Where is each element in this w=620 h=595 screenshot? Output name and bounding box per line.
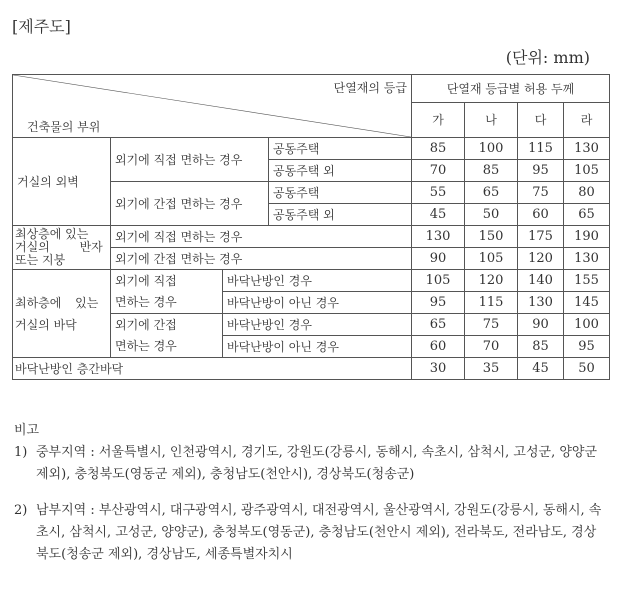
wall-direct-label: 외기에 직접 면하는 경우 (111, 138, 269, 182)
cell-value: 30 (412, 358, 465, 380)
cell-value: 95 (518, 160, 564, 182)
wall-indirect-label: 외기에 간접 면하는 경우 (111, 182, 269, 226)
cell-value: 105 (564, 160, 610, 182)
cell-value: 130 (564, 138, 610, 160)
cell-value: 65 (465, 182, 518, 204)
roof-direct-label: 외기에 직접 면하는 경우 (111, 226, 412, 248)
floor-label (13, 270, 111, 358)
floor-direct-not-heated: 바닥난방이 아닌 경우 (223, 292, 412, 314)
floor-indirect-not-heated: 바닥난방이 아닌 경우 (223, 336, 412, 358)
note-number: 1) (14, 445, 28, 460)
wall-direct-non-apt: 공동주택 외 (269, 160, 412, 182)
cell-value: 65 (412, 314, 465, 336)
cell-value: 50 (564, 358, 610, 380)
cell-value: 150 (465, 226, 518, 248)
cell-value: 50 (465, 204, 518, 226)
table-row (13, 226, 610, 248)
cell-value: 120 (465, 270, 518, 292)
cell-value: 45 (412, 204, 465, 226)
floor-direct-heated: 바닥난방인 경우 (223, 270, 412, 292)
cell-value: 105 (465, 248, 518, 270)
cell-value: 60 (518, 204, 564, 226)
floor-indirect-heated: 바닥난방인 경우 (223, 314, 412, 336)
roof-label (13, 226, 111, 270)
grade-da: 다 (518, 103, 564, 138)
floor-indirect-line2: 면하는 경우 (111, 336, 223, 358)
cell-value: 155 (564, 270, 610, 292)
floor-indirect-line1: 외기에 간접 (111, 314, 223, 336)
cell-value: 85 (518, 336, 564, 358)
roof-label-line1: 최상층에 있는 (15, 227, 89, 241)
cell-value: 80 (564, 182, 610, 204)
note-item (14, 442, 614, 486)
wall-label: 거실의 외벽 (13, 138, 111, 226)
region-title: [제주도] (12, 17, 71, 36)
roof-indirect-label: 외기에 간접 면하는 경우 (111, 248, 412, 270)
unit-label: (단위: mm) (505, 48, 590, 67)
cell-value: 115 (465, 292, 518, 314)
floor-label-line2: 거실의 바닥 (15, 317, 77, 332)
wall-indirect-apt: 공동주택 (269, 182, 412, 204)
notes-heading: 비고 (14, 423, 40, 438)
floor-label-line1: 최하층에 있는 (15, 295, 99, 310)
cell-value: 65 (564, 204, 610, 226)
grade-ra: 라 (564, 103, 610, 138)
cell-value: 120 (518, 248, 564, 270)
floor-direct-line2: 면하는 경우 (111, 292, 223, 314)
table-row (13, 138, 610, 160)
cell-value: 100 (564, 314, 610, 336)
cell-value: 85 (465, 160, 518, 182)
cell-value: 95 (412, 292, 465, 314)
cell-value: 45 (518, 358, 564, 380)
insulation-thickness-table (12, 74, 610, 380)
wall-direct-apt: 공동주택 (269, 138, 412, 160)
note-number: 2) (14, 503, 28, 518)
cell-value: 35 (465, 358, 518, 380)
cell-value: 90 (518, 314, 564, 336)
intermediate-floor-label: 바닥난방인 층간바닥 (13, 358, 412, 380)
cell-value: 70 (412, 160, 465, 182)
floor-direct-line1: 외기에 직접 (111, 270, 223, 292)
cell-value: 130 (518, 292, 564, 314)
cell-value: 90 (412, 248, 465, 270)
note-text: 중부지역 : 서울특별시, 인천광역시, 경기도, 강원도(강릉시, 동해시, 속초시, 삼척시, 고성군, 양양군 제외), 충청북도(영동군 제외), 충청남도(천안시), 경상북도(청송군) (36, 445, 598, 482)
cell-value: 60 (412, 336, 465, 358)
grade-ga: 가 (412, 103, 465, 138)
cell-value: 105 (412, 270, 465, 292)
cell-value: 55 (412, 182, 465, 204)
cell-value: 70 (465, 336, 518, 358)
cell-value: 140 (518, 270, 564, 292)
table-row (13, 358, 610, 380)
table-row (13, 270, 610, 292)
cell-value: 190 (564, 226, 610, 248)
grade-na: 나 (465, 103, 518, 138)
notes-section (14, 420, 614, 566)
cell-value: 145 (564, 292, 610, 314)
diagonal-header-cell (13, 75, 412, 138)
header-allowed-thickness: 단열재 등급별 허용 두께 (412, 75, 610, 103)
header-insulation-grade: 단열재의 등급 (333, 81, 407, 95)
cell-value: 75 (465, 314, 518, 336)
roof-label-line3: 또는 지붕 (15, 253, 66, 267)
cell-value: 100 (465, 138, 518, 160)
roof-label-line2: 거실의 반자 (15, 240, 103, 254)
cell-value: 95 (564, 336, 610, 358)
note-text: 남부지역 : 부산광역시, 대구광역시, 광주광역시, 대전광역시, 울산광역시, 강원도(강릉시, 동해시, 속초시, 삼척시, 고성군, 양양군), 충청북도(영동군), 충청남도(천안시 제외), 전라북도, 전라남도, 경상북도(청송군 제외), 경상남도, 세종특별자치시 (36, 503, 602, 562)
cell-value: 85 (412, 138, 465, 160)
cell-value: 130 (564, 248, 610, 270)
cell-value: 130 (412, 226, 465, 248)
cell-value: 175 (518, 226, 564, 248)
cell-value: 115 (518, 138, 564, 160)
cell-value: 75 (518, 182, 564, 204)
note-item (14, 500, 614, 566)
wall-indirect-non-apt: 공동주택 외 (269, 204, 412, 226)
header-building-part: 건축물의 부위 (27, 120, 101, 134)
